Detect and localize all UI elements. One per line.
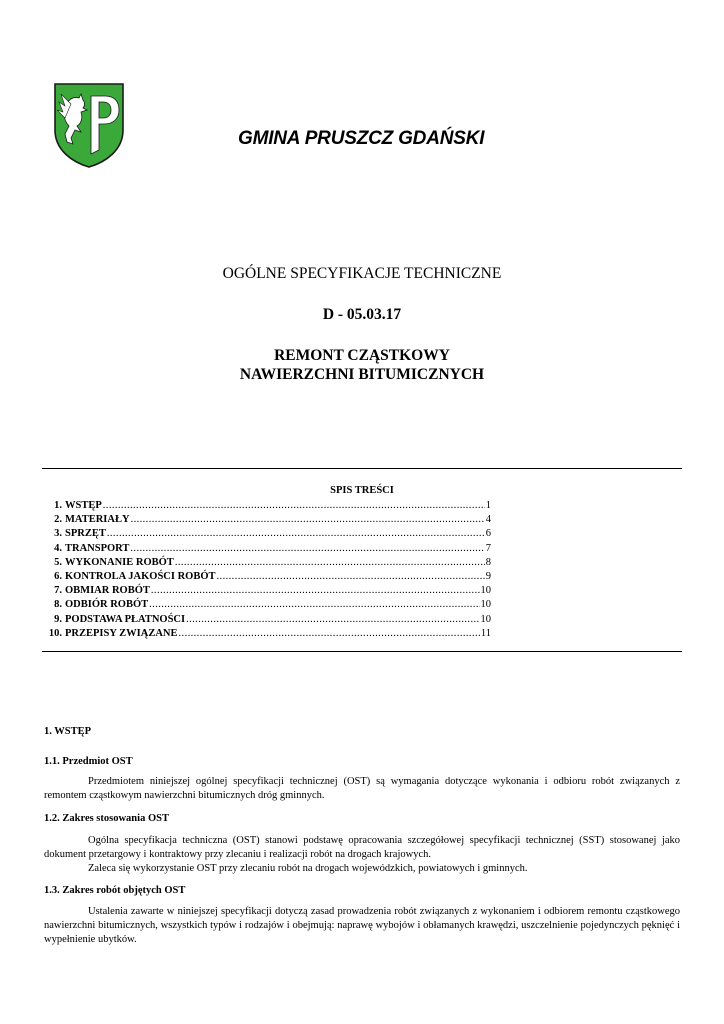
toc-entry[interactable] <box>44 513 491 527</box>
toc-number: 1. <box>54 500 62 511</box>
toc-label: SPRZĘT <box>65 528 106 540</box>
toc-number: 9. <box>54 613 62 625</box>
toc-leader-dots <box>151 584 480 598</box>
toc-entry[interactable] <box>44 627 491 641</box>
toc-entry[interactable] <box>44 598 491 612</box>
subsection-1-3-body <box>44 905 680 947</box>
toc-number: 6. <box>54 570 62 582</box>
toc-page-number: 8 <box>485 556 491 568</box>
toc-number: 4. <box>54 542 62 554</box>
toc-page-number: 6 <box>485 528 491 540</box>
toc-number: 7. <box>54 585 62 597</box>
organization-name: GMINA PRUSZCZ GDAŃSKI <box>238 128 485 149</box>
toc-entry[interactable] <box>44 542 491 556</box>
toc-leader-dots <box>179 627 480 641</box>
toc-page-number: 10 <box>480 613 491 625</box>
toc-entry[interactable] <box>44 499 491 513</box>
toc-entry[interactable] <box>44 570 491 584</box>
toc-leader-dots <box>131 513 485 527</box>
spec-code: D - 05.03.17 <box>322 306 402 323</box>
toc-entry[interactable] <box>44 556 491 570</box>
toc-page-number: 10 <box>480 599 491 611</box>
toc-number: 3. <box>54 528 62 540</box>
toc-page-number: 9 <box>485 570 491 582</box>
toc-leader-dots <box>175 556 485 570</box>
toc-number: 8. <box>54 599 62 611</box>
paragraph: Ustalenia zawarte w niniejszej specyfikacji dotyczą zasad prowadzenia robót związanych z wykonaniem i odbiorem remontu cząstkowego nawierzchni bitumicznych, wszystkich typów i rodzajów i obejmują: naprawę wybojów i obłamanych krawędzi, uszczelnienie pojedynczych pęknięć i wypełnienie ubytków. <box>44 906 680 945</box>
toc-leader-dots <box>103 499 485 513</box>
paragraph: Przedmiotem niniejszej ogólnej specyfikacji technicznej (OST) są wymagania dotyczące wykonania i odbioru robót związanych z remontem cząstkowym nawierzchni bitumicznych dróg gminnych. <box>44 776 680 801</box>
toc-leader-dots <box>130 542 484 556</box>
toc-page-number: 1 <box>485 500 491 511</box>
toc-number: 2. <box>54 514 62 526</box>
toc-page-number: 11 <box>480 627 491 639</box>
document-title: REMONT CZĄSTKOWY NAWIERZCHNI BITUMICZNYCH <box>239 347 485 383</box>
toc-leader-dots <box>186 613 479 627</box>
toc-label: PRZEPISY ZWIĄZANE <box>65 627 178 639</box>
toc-page-number: 4 <box>485 514 491 526</box>
toc-entry[interactable] <box>44 613 491 627</box>
toc-number: 5. <box>54 556 62 568</box>
toc-label: KONTROLA JAKOŚCI ROBÓT <box>65 570 216 582</box>
toc-entry[interactable] <box>44 584 491 598</box>
toc-page-number: 7 <box>485 542 491 554</box>
subsection-1-2-body <box>44 834 680 876</box>
table-of-contents <box>44 499 491 641</box>
toc-label: WSTĘP <box>65 500 102 511</box>
section-heading-1: 1. WSTĘP <box>44 726 92 737</box>
toc-leader-dots <box>149 598 479 612</box>
shield-shape <box>55 84 123 167</box>
toc-page-number: 10 <box>480 585 491 597</box>
toc-heading: SPIS TREŚCI <box>330 485 394 496</box>
toc-entry[interactable] <box>44 527 491 541</box>
paragraph: Ogólna specyfikacja techniczna (OST) stanowi podstawę opracowania szczegółowej specyfikacji technicznej (SST) stosowanej jako dokument przetargowy i kontraktowy przy zlecaniu i realizacji robót na drogach krajowych. <box>44 835 680 860</box>
toc-label: WYKONANIE ROBÓT <box>65 556 174 568</box>
subsection-heading-1-3: 1.3. Zakres robót objętych OST <box>44 885 186 896</box>
subsection-heading-1-2: 1.2. Zakres stosowania OST <box>44 813 169 824</box>
toc-leader-dots <box>217 570 485 584</box>
toc-label: MATERIAŁY <box>65 514 130 526</box>
subsection-heading-1-1: 1.1. Przedmiot OST <box>44 756 133 767</box>
toc-bottom-rule <box>42 651 682 652</box>
toc-label: TRANSPORT <box>65 542 130 554</box>
coat-of-arms-logo <box>51 80 127 170</box>
toc-number: 10. <box>48 627 62 639</box>
toc-top-rule <box>42 468 682 469</box>
spec-type-title: OGÓLNE SPECYFIKACJE TECHNICZNE <box>222 265 502 282</box>
toc-label: ODBIÓR ROBÓT <box>65 599 149 611</box>
toc-label: OBMIAR ROBÓT <box>65 585 150 597</box>
subsection-1-1-body <box>44 775 680 803</box>
paragraph: Zaleca się wykorzystanie OST przy zlecaniu robót na drogach wojewódzkich, powiatowych i gminnych. <box>88 863 528 874</box>
toc-leader-dots <box>107 527 485 541</box>
toc-label: PODSTAWA PŁATNOŚCI <box>65 613 186 625</box>
